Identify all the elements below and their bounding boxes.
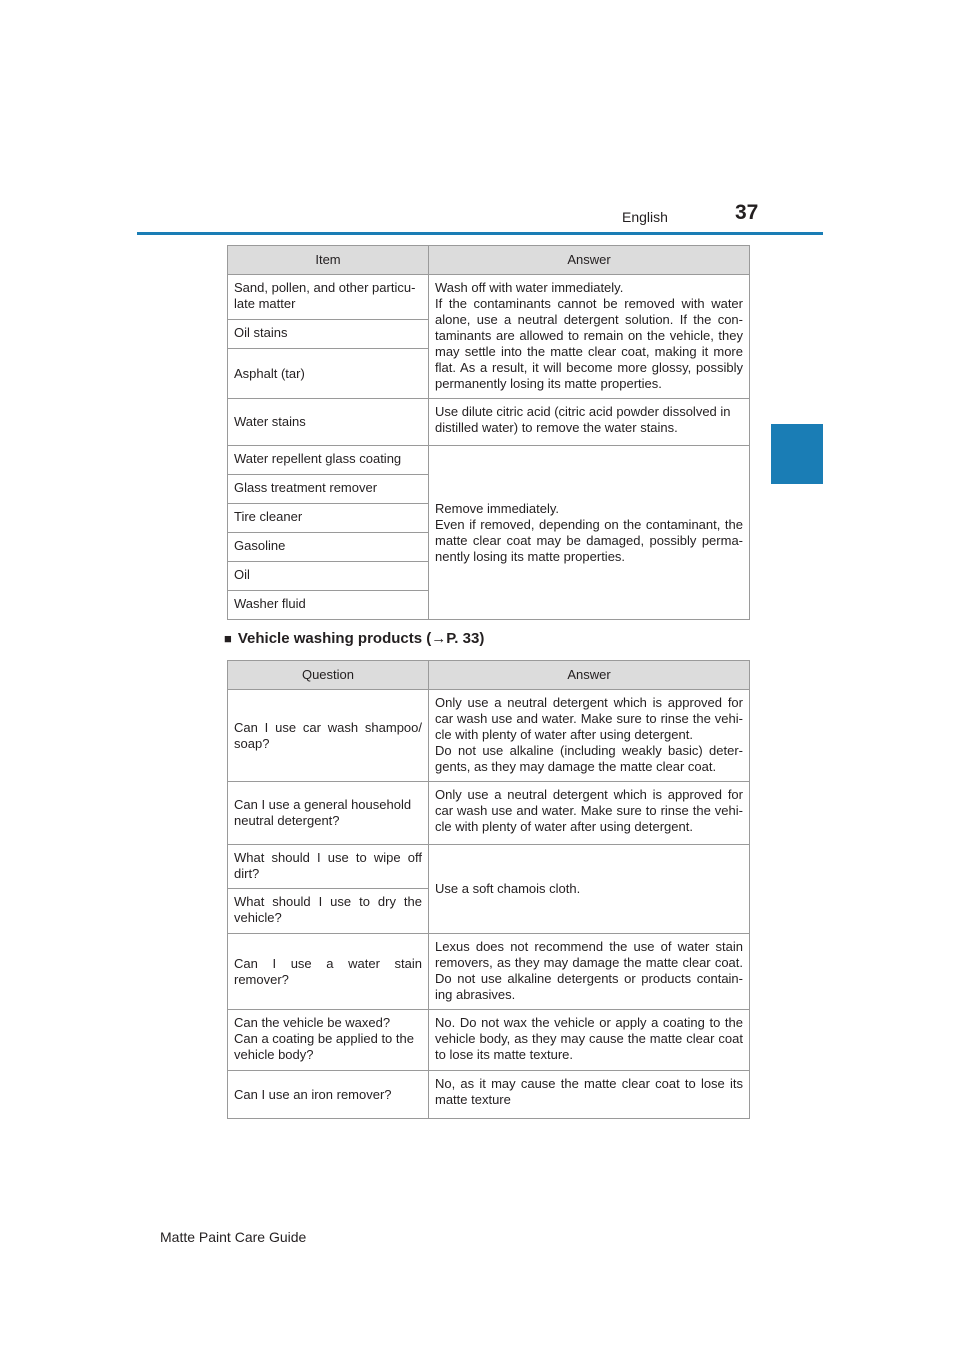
column-header-answer: Answer [429, 661, 750, 690]
table-row [228, 399, 750, 446]
table-header-row [228, 246, 750, 275]
chapter-side-tab [771, 424, 823, 484]
item-cell: Oil stains [228, 320, 429, 349]
item-cell: Asphalt (tar) [228, 349, 429, 399]
column-header-item: Item [228, 246, 429, 275]
section-title-text: Vehicle washing products (→P. 33) [237, 630, 485, 647]
item-cell: Glass treatment remover [228, 475, 429, 504]
contaminants-table [227, 245, 750, 620]
answer-cell: No. Do not wax the vehicle or apply a coating to the vehicle body, as they may cause the matte clear coat to lose its matte texture. [429, 1010, 750, 1071]
item-cell: Water repellent glass coating [228, 446, 429, 475]
table-row [228, 690, 750, 782]
item-cell: Water stains [228, 399, 429, 446]
table-row [228, 934, 750, 1010]
section-bullet-icon: ■ [224, 631, 232, 646]
header-rule [137, 232, 823, 235]
table-row [228, 1010, 750, 1071]
footer-title: Matte Paint Care Guide [160, 1229, 307, 1245]
answer-cell: No, as it may cause the matte clear coat to lose its matte texture [429, 1071, 750, 1119]
question-cell: Can I use a general household neutral detergent? [228, 782, 429, 845]
item-cell: Sand, pollen, and other particu-late matter [228, 275, 429, 320]
item-cell: Oil [228, 562, 429, 591]
question-cell: Can the vehicle be waxed? Can a coating be applied to the vehicle body? [228, 1010, 429, 1071]
table-row [228, 446, 750, 475]
table-header-row [228, 661, 750, 690]
question-cell: What should I use to dry the vehicle? [228, 889, 429, 934]
table-row [228, 782, 750, 845]
answer-cell: Only use a neutral detergent which is approved for car wash use and water. Make sure to rinse the vehi-cle with plenty of water after using detergent. Do not use alkaline (including weakly basic) deter-gents, as they may damage the matte clear coat. [429, 690, 750, 782]
washing-products-table [227, 660, 750, 1119]
answer-cell: Lexus does not recommend the use of water stain removers, as they may damage the matte clear coat. Do not use alkaline detergents or products contain-ing abrasives. [429, 934, 750, 1010]
answer-cell: Use a soft chamois cloth. [429, 845, 750, 934]
table-row [228, 1071, 750, 1119]
page-number: 37 [735, 201, 759, 224]
item-cell: Tire cleaner [228, 504, 429, 533]
item-cell: Gasoline [228, 533, 429, 562]
question-cell: Can I use a water stain remover? [228, 934, 429, 1010]
answer-cell: Wash off with water immediately. If the contaminants cannot be removed with water alone, use a neutral detergent solution. If the con-taminants are allowed to remain on the vehicle, they may settle into the matte clear coat, making it more flat. As a result, it will become more glossy, possibly permanently losing its matte properties. [429, 275, 750, 399]
question-cell: Can I use car wash shampoo/ soap? [228, 690, 429, 782]
item-cell: Washer fluid [228, 591, 429, 620]
table-row [228, 275, 750, 320]
question-cell: Can I use an iron remover? [228, 1071, 429, 1119]
answer-cell: Remove immediately. Even if removed, depending on the contaminant, the matte clear coat may be damaged, possibly perma-nently losing its matte properties. [429, 446, 750, 620]
section-title [224, 630, 484, 647]
answer-cell: Only use a neutral detergent which is approved for car wash use and water. Make sure to rinse the vehi-cle with plenty of water after using detergent. [429, 782, 750, 845]
question-cell: What should I use to wipe off dirt? [228, 845, 429, 889]
page-header-language: English [622, 209, 668, 225]
answer-cell: Use dilute citric acid (citric acid powder dissolved in distilled water) to remove the water stains. [429, 399, 750, 446]
column-header-question: Question [228, 661, 429, 690]
table-row [228, 845, 750, 889]
column-header-answer: Answer [429, 246, 750, 275]
